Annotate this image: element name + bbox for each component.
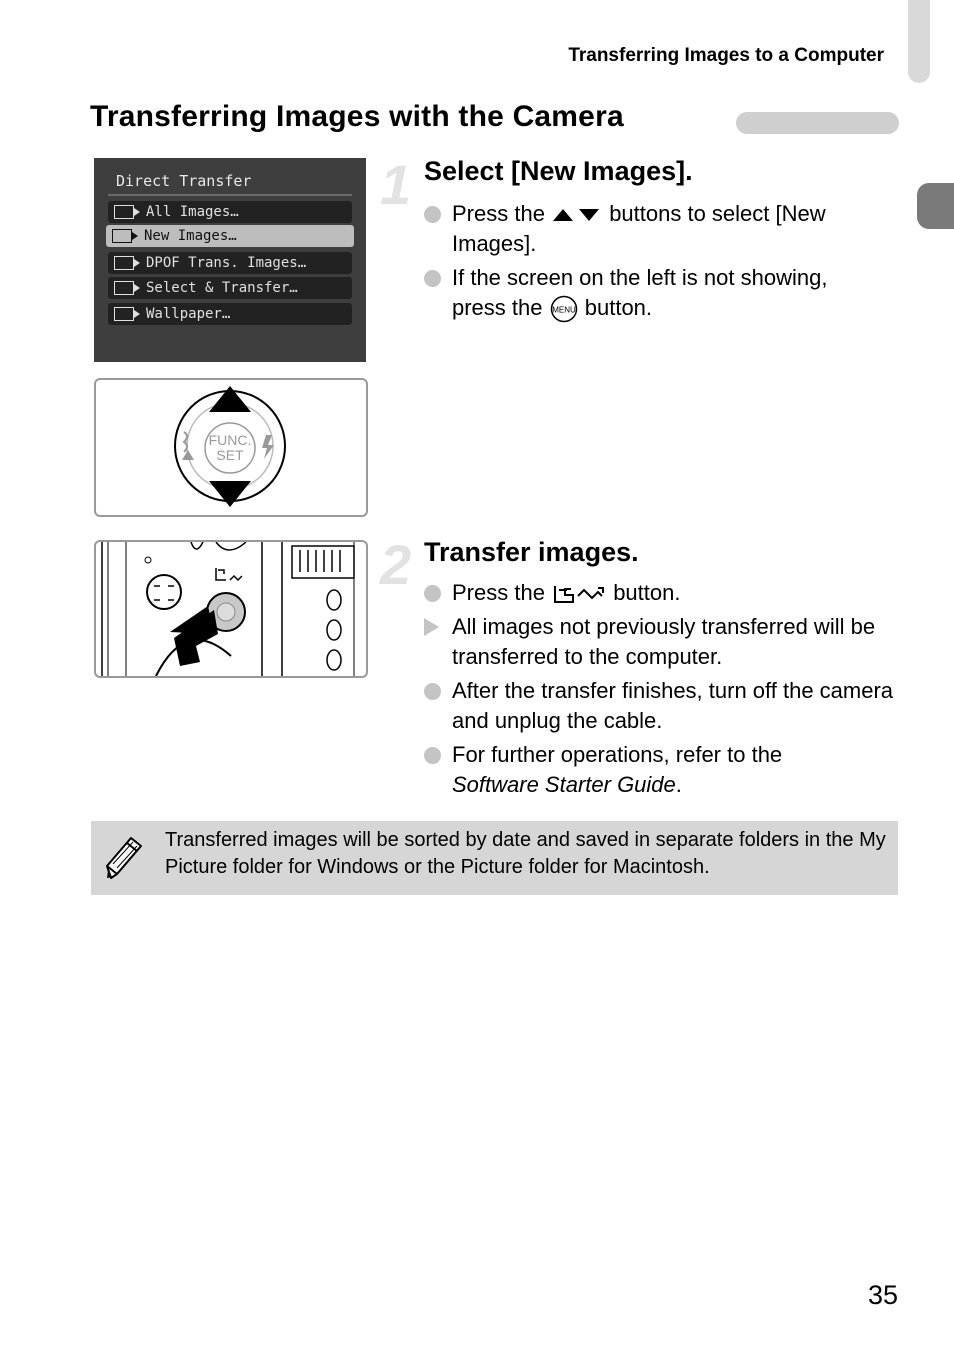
wallpaper-icon xyxy=(114,307,134,321)
list-item: After the transfer finishes, turn off the camera and unplug the cable. xyxy=(424,676,894,736)
camera-back-illustration xyxy=(94,540,368,678)
transfer-icon xyxy=(112,229,132,243)
lcd-divider xyxy=(108,194,352,196)
bullet-marker xyxy=(424,683,441,700)
page-number: 35 xyxy=(867,1280,898,1310)
control-dial-icon xyxy=(96,380,366,515)
list-item: For further operations, refer to the Software Starter Guide. xyxy=(424,740,894,800)
lcd-menu-item: Wallpaper… xyxy=(108,303,352,325)
section-edge-tab xyxy=(917,183,954,229)
chapter-edge-tab xyxy=(908,0,930,83)
dpof-transfer-icon xyxy=(114,256,134,270)
bullet-marker xyxy=(424,206,441,223)
bullet-marker xyxy=(424,747,441,764)
pencil-icon xyxy=(103,834,145,880)
bullet-marker xyxy=(424,585,441,602)
lcd-menu-item: DPOF Trans. Images… xyxy=(108,252,352,274)
lcd-menu-item-selected: New Images… xyxy=(106,225,354,247)
step-title-1: Select [New Images]. xyxy=(424,156,693,186)
menu-button-icon xyxy=(549,295,579,323)
step-1-bullets xyxy=(424,199,884,327)
lcd-title: Direct Transfer xyxy=(116,172,252,190)
step-number-2: 2 xyxy=(380,533,412,596)
list-item: All images not previously transferred will be transferred to the computer. xyxy=(424,612,894,672)
control-dial-illustration xyxy=(94,378,368,517)
lcd-menu-item: Select & Transfer… xyxy=(108,277,352,299)
camera-lcd-screen xyxy=(94,158,366,362)
lcd-menu-item: All Images… xyxy=(108,201,352,223)
result-marker xyxy=(424,618,439,636)
step-title-2: Transfer images. xyxy=(424,537,639,567)
print-share-icon xyxy=(551,582,607,606)
running-head: Transferring Images to a Computer xyxy=(568,45,884,66)
svg-text:SET: SET xyxy=(216,447,244,463)
note-box xyxy=(91,821,898,895)
section-title: Transferring Images with the Camera xyxy=(90,100,624,133)
list-item: Press the button. xyxy=(424,578,894,608)
list-item: If the screen on the left is not showing, press the MENU button. xyxy=(424,263,884,323)
step-number-1: 1 xyxy=(380,153,412,216)
step-2-bullets xyxy=(424,578,894,804)
camera-button-icon xyxy=(96,542,366,676)
list-item: Press the buttons to select [New Images]. xyxy=(424,199,884,259)
up-down-arrows-icon xyxy=(551,205,603,225)
transfer-icon xyxy=(114,281,134,295)
note-text: Transferred images will be sorted by date and saved in separate folders in the My Picture folder for Windows or the Picture folder for Macintosh. xyxy=(165,829,886,878)
transfer-icon xyxy=(114,205,134,219)
title-decor-bar xyxy=(736,112,899,134)
bullet-marker xyxy=(424,270,441,287)
svg-text:MENU: MENU xyxy=(551,305,576,315)
svg-text:FUNC.: FUNC. xyxy=(208,432,252,448)
